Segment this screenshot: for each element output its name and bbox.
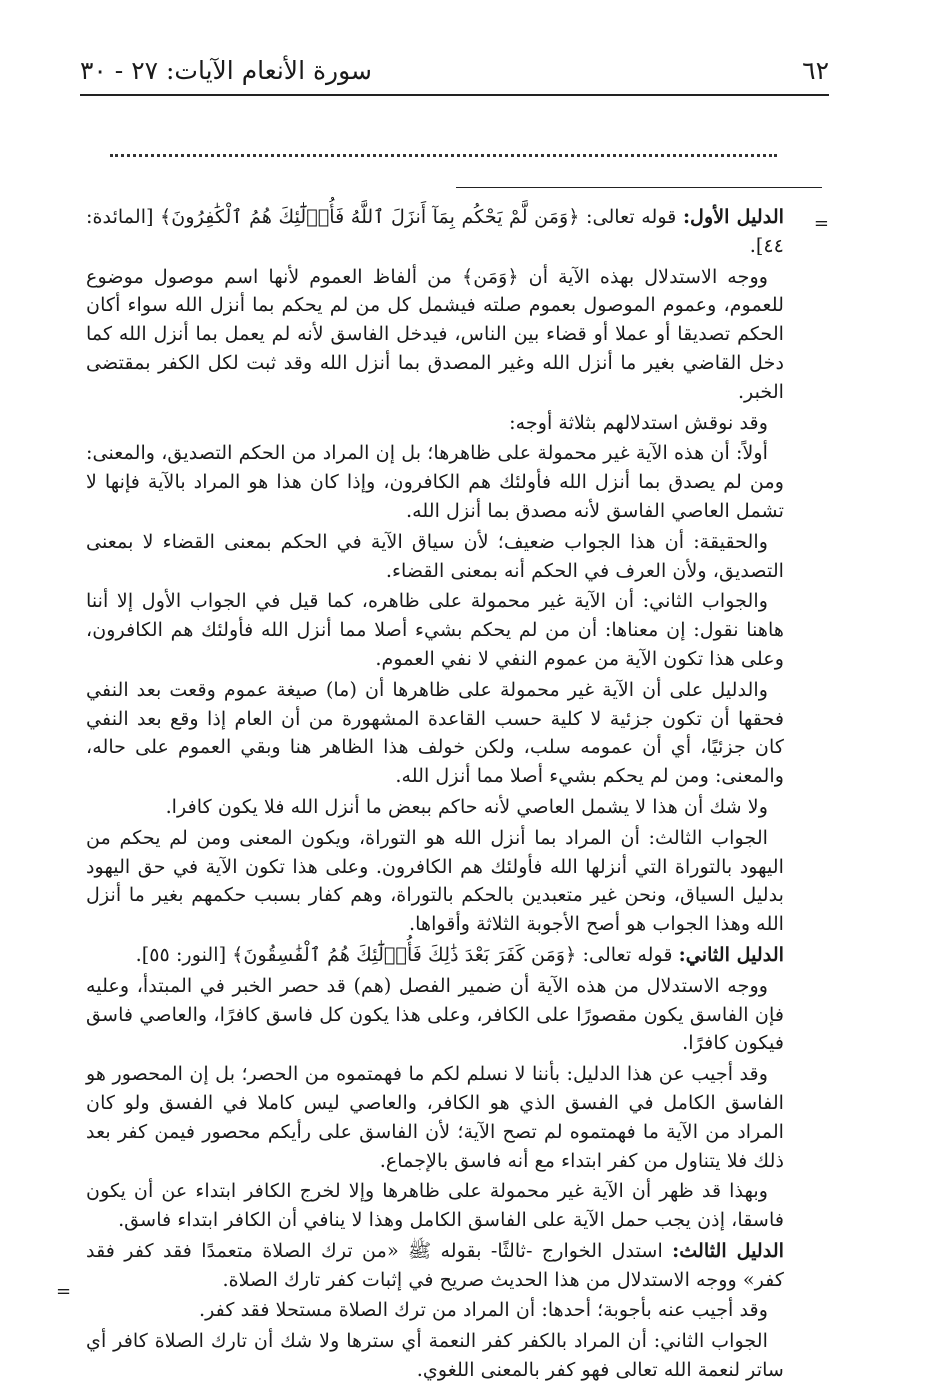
paragraph xyxy=(86,972,784,1058)
paragraph xyxy=(86,203,784,261)
paragraph xyxy=(86,941,784,970)
paragraph-text: وقد أجيب عن هذا الدليل: بأننا لا نسلم لكم ما فهمتموه من الحصر؛ بل إن المحصور هو الفاسق الكامل في الفسق الذي هو الكافر، والعاصي ليس كاملا في الفسق ولو كان المراد من الآية ما فهمتموه لم تصح الآية؛ لأن الفاسق على رأيكم محصور فيمن كفر بعد ذلك فلا يتناول من كفر ابتداء مع أنه فاسق بالإجماع. xyxy=(86,1062,784,1172)
paragraph xyxy=(86,1060,784,1175)
paragraph-text: وقد نوقش استدلالهم بثلاثة أوجه: xyxy=(509,410,768,434)
header-title: سورة الأنعام الآيات: ٢٧ - ٣٠ xyxy=(80,56,372,85)
footnote-body xyxy=(86,203,784,1387)
dotted-separator xyxy=(110,140,777,157)
paragraph-text: وقد أجيب عنه بأجوبة؛ أحدها: أن المراد من ترك الصلاة مستحلا فقد كفر. xyxy=(198,1298,768,1322)
paragraph-text: ولا شك أن هذا لا يشمل العاصي لأنه حاكم ببعض ما أنزل الله فلا يكون كافرا. xyxy=(165,794,768,818)
paragraph-text: استدل الخوارج -ثالثًا- بقوله ﷺ «من ترك الصلاة متعمدًا فقد كفر فقد كفر» ووجه الاستدلال من هذا الحديث صريح في إثبات كفر تارك الصلاة. xyxy=(86,1238,784,1291)
running-header xyxy=(80,50,829,96)
paragraph-text: قوله تعالى: ﴿وَمَن كَفَرَ بَعْدَ ذَٰلِكَ فَأُو۟لَٰٓئِكَ هُمُ ٱلْفَٰسِقُونَ﴾ [النور: ٥٥]. xyxy=(135,942,679,966)
paragraph xyxy=(86,824,784,939)
footnote-rule xyxy=(456,187,822,188)
paragraph-text: قوله تعالى: ﴿وَمَن لَّمْ يَحْكُم بِمَآ أَنزَلَ ٱللَّهُ فَأُو۟لَٰٓئِكَ هُمُ ٱلْكَٰفِرُونَ﴾ [المائدة: ٤٤]. xyxy=(86,205,784,257)
paragraph-text: أولاً: أن هذه الآية غير محمولة على ظاهرها؛ بل إن المراد من الحكم التصديق، والمعنى: ومن لم يصدق بما أنزل الله فأولئك هم الكافرون، وإذا كان هذا هو المراد بالآية فإنها لا تشمل العاصي الفاسق لأنه مصدق بما أنزل الله. xyxy=(86,441,784,522)
paragraph xyxy=(86,1177,784,1235)
paragraph xyxy=(86,528,784,586)
paragraph-lead: الدليل الثالث: xyxy=(672,1238,784,1262)
paragraph xyxy=(86,409,784,438)
paragraph-text: الجواب الثاني: أن المراد بالكفر كفر النعمة أي سترها ولا شك أن تارك الصلاة كافر أي ساتر لنعمة الله تعالى فهو كفر بالمعنى اللغوي. xyxy=(86,1329,784,1382)
paragraph-text: وبهذا قد ظهر أن الآية غير محمولة على ظاهرها وإلا لخرج الكافر ابتداء عن أن يكون فاسقا، إذن يجب حمل الآية على الفاسق الكامل وهذا لا ينافي أن الكافر ابتداء فاسق. xyxy=(86,1179,784,1232)
paragraph xyxy=(86,439,784,525)
paragraph-text: الجواب الثالث: أن المراد بما أنزل الله هو التوراة، ويكون المعنى ومن لم يحكم من اليهود بالتوراة التي أنزلها الله فأولئك هم الكافرون. وعلى هذا تكون الآية في حق اليهود بدليل السياق، ونحن غير متعبدين بالحكم بالتوراة، وهم كفار بسبب حكمهم بغير ما أنزل الله وهذا الجواب هو أصح الأجوبة الثلاثة وأقواها. xyxy=(86,825,784,936)
paragraph-text: ووجه الاستدلال من هذه الآية أن ضمير الفصل (هم) قد حصر الخبر في المبتدأ، وعليه فإن الفاسق يكون مقصورًا على الكافر، وعلى هذا يكون كل فاسق كافرًا، والعاصي فاسق فيكون كافرًا. xyxy=(86,973,784,1055)
paragraph-lead: الدليل الأول: xyxy=(682,205,784,228)
paragraph-text: والجواب الثاني: أن الآية غير محمولة على ظاهره، كما قيل في الجواب الأول إلا أننا هاهنا نقول: إن معناها: أن من لم يحكم بشيء أصلا مما أنزل الله فأولئك هم الكافرون، وعلى هذا تكون الآية من عموم النفي لا نفي العموم. xyxy=(86,589,784,670)
continuation-mark-top: = xyxy=(813,213,829,234)
continuation-mark-bottom: = xyxy=(56,1281,72,1302)
page-number: ٦٢ xyxy=(802,56,829,85)
paragraph-text: ووجه الاستدلال بهذه الآية أن ﴿وَمَن﴾ من ألفاظ العموم لأنها اسم موصول موضوع للعموم، وعموم الموصول بعموم صلته فيشمل كل من لم يحكم بما أنزل الله سواء أكان الحكم تصديقا أو عملا أو قضاء بين الناس، فيدخل الفاسق لأنه لم يعمل بما أنزل الله كما دخل القاضي بغير ما أنزل الله وغير المصدق بما أنزل الله وقد ثبت لكل الكفر بمقتضى الخبر. xyxy=(86,264,784,403)
paragraph-text: والحقيقة: أن هذا الجواب ضعيف؛ لأن سياق الآية في الحكم بمعنى القضاء لا بمعنى التصديق، ولأن العرف في الحكم أنه بمعنى القضاء. xyxy=(86,529,784,582)
paragraph xyxy=(86,587,784,673)
paragraph xyxy=(86,1237,784,1295)
paragraph xyxy=(86,263,784,407)
paragraph xyxy=(86,676,784,791)
paragraph-lead: الدليل الثاني: xyxy=(678,942,784,966)
paragraph xyxy=(86,1296,784,1325)
paragraph xyxy=(86,1327,784,1385)
paragraph-text: والدليل على أن الآية غير محمولة على ظاهرها أن (ما) صيغة عموم وقعت بعد النفي فحقها أن تكون جزئية لا كلية حسب القاعدة المشهورة من أن العام إذا وقع بعد النفي كان جزئيًا، أي أن عمومه سلب، ولكن خولف هذا الظاهر هنا وبقي العموم على حاله، والمعنى: ومن لم يحكم بشيء أصلا مما أنزل الله. xyxy=(86,677,784,788)
paragraph xyxy=(86,793,784,822)
